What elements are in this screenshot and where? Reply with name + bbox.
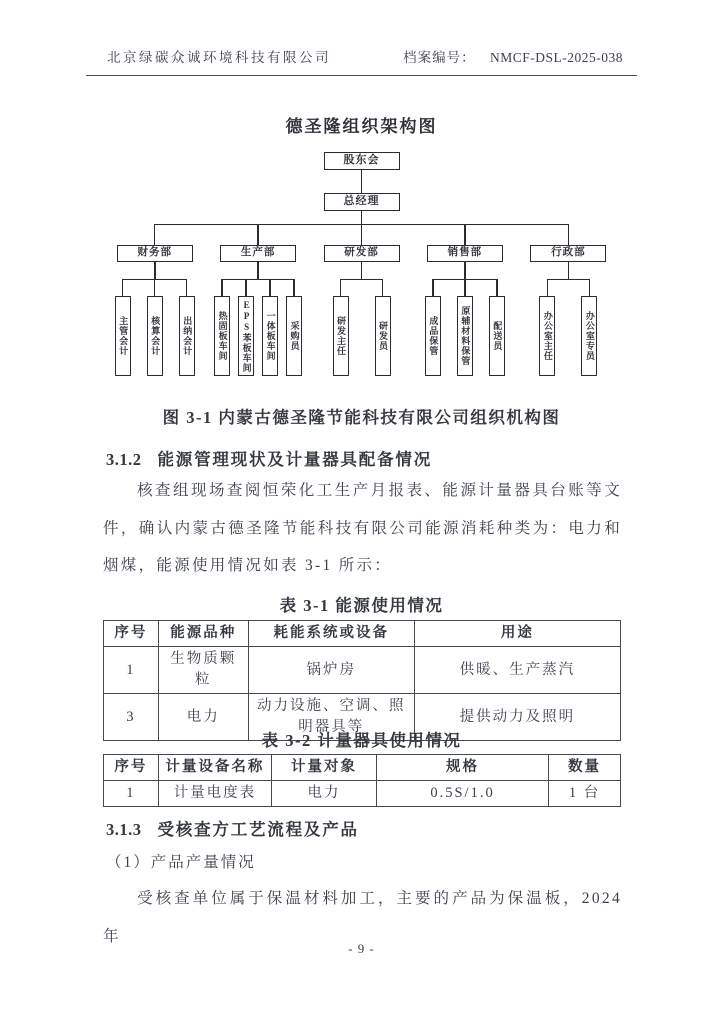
table-cell: 电力 (158, 694, 248, 741)
page-number: - 9 - (348, 941, 375, 956)
section-heading-313 (106, 816, 359, 840)
org-dept-branch (310, 224, 413, 376)
org-dept-box: 生产部 (220, 245, 296, 262)
table-cell: 3 (104, 694, 159, 741)
org-dept-row (103, 224, 620, 376)
org-dept-box: 行政部 (530, 245, 606, 262)
org-leaf-branch (449, 279, 481, 376)
org-leaf-box: 热固板车间 (214, 296, 230, 376)
org-dept-box: 财务部 (117, 245, 193, 262)
archive-label: 档案编号： (403, 50, 476, 65)
section-number: 3.1.3 (106, 820, 142, 839)
table-header-row (104, 755, 621, 781)
org-leaf-box: 原辅材料保管 (457, 296, 473, 376)
org-leaf-branch (258, 279, 282, 376)
table-header-cell: 序号 (104, 755, 159, 781)
org-connector-line (464, 262, 466, 279)
org-leaf-box: 核算会计 (147, 296, 163, 376)
org-leaf-box: 研发主任 (333, 296, 349, 376)
org-connector-line (257, 262, 259, 279)
table-3-2-title: 表 3-2 计量器具使用情况 (261, 731, 462, 750)
section-title: 能源管理现状及计量器具配备情况 (157, 450, 432, 469)
section-heading-312 (106, 446, 432, 470)
org-leaf-row (210, 279, 306, 376)
org-leaf-box: 出纳会计 (179, 296, 195, 376)
org-leaf-branch (234, 279, 258, 376)
page-header (86, 46, 637, 76)
org-leaf-box: 成品保管 (425, 296, 441, 376)
org-leaf-branch (282, 279, 306, 376)
table-header-cell: 耗能系统或设备 (248, 621, 414, 647)
archive-number: NMCF-DSL-2025-038 (489, 50, 623, 65)
org-leaf-branch (568, 279, 610, 376)
section-number: 3.1.2 (106, 450, 142, 469)
org-leaf-branch (107, 279, 139, 376)
org-leaf-branch (417, 279, 449, 376)
org-manager-box: 总经理 (324, 193, 400, 211)
org-dept-branch (103, 224, 206, 376)
org-leaf-branch (210, 279, 234, 376)
org-leaf-branch (481, 279, 513, 376)
org-leaf-row (107, 279, 203, 376)
org-leaf-box: 一体板车间 (262, 296, 278, 376)
table-cell: 锅炉房 (248, 647, 414, 694)
table-header-cell: 计量对象 (272, 755, 377, 781)
table-header-cell: 计量设备名称 (158, 755, 271, 781)
org-leaf-branch (171, 279, 203, 376)
sub-item-label: （1）产品产量情况 (106, 854, 256, 871)
org-leaf-branch (320, 279, 362, 376)
paragraph: 核查组现场查阅恒荣化工生产月报表、能源计量器具台账等文件，确认内蒙古德圣隆节能科技有限公司能源消耗种类为：电力和烟煤，能源使用情况如表 3-1 所示： (103, 482, 622, 574)
table-cell: 0.5S/1.0 (376, 781, 548, 807)
org-leaf-box: EPS苯板车间 (238, 296, 254, 376)
org-dept-box: 销售部 (427, 245, 503, 262)
table-header-cell: 用途 (414, 621, 620, 647)
org-root-box: 股东会 (324, 152, 400, 170)
org-leaf-branch (526, 279, 568, 376)
table-3-1-title: 表 3-1 能源使用情况 (279, 596, 444, 615)
org-chart (103, 148, 620, 388)
table-cell: 电力 (272, 781, 377, 807)
table-cell: 提供动力及照明 (414, 694, 620, 741)
table-header-cell: 能源品种 (158, 621, 248, 647)
org-dept-branch (517, 224, 620, 376)
archive-number-field (403, 46, 623, 66)
org-connector-line (154, 262, 156, 279)
table-cell: 1 (104, 781, 159, 807)
company-name: 北京绿碳众诚环境科技有限公司 (107, 50, 331, 65)
table-cell: 生物质颗粒 (158, 647, 248, 694)
table-cell: 供暖、生产蒸汽 (414, 647, 620, 694)
table-cell: 1 台 (549, 781, 621, 807)
org-leaf-box: 主管会计 (115, 296, 131, 376)
org-connector-line (361, 170, 363, 193)
table-header-cell: 规格 (376, 755, 548, 781)
table-row (104, 647, 621, 694)
table-row (104, 781, 621, 807)
org-dept-branch (413, 224, 516, 376)
org-leaf-branch (362, 279, 404, 376)
section-title: 受核查方工艺流程及产品 (157, 820, 359, 839)
org-connector-line (361, 262, 363, 279)
org-leaf-box: 配送员 (489, 296, 505, 376)
org-leaf-box: 办公室主任 (539, 296, 555, 376)
org-leaf-row (417, 279, 513, 376)
org-leaf-row (526, 279, 610, 376)
table-cell: 1 (104, 647, 159, 694)
table-header-row (104, 621, 621, 647)
table-metering-devices (103, 754, 621, 807)
org-chart-title: 德圣隆组织架构图 (285, 117, 438, 136)
org-connector-line (568, 262, 570, 279)
org-leaf-box: 研发员 (375, 296, 391, 376)
table-header-cell: 数量 (549, 755, 621, 781)
org-leaf-box: 采购员 (286, 296, 302, 376)
org-dept-box: 研发部 (324, 245, 400, 262)
org-connector-line (361, 211, 363, 224)
table-cell: 动力设施、空调、照明器具等 (248, 694, 414, 741)
table-header-cell: 序号 (104, 621, 159, 647)
table-cell: 计量电度表 (158, 781, 271, 807)
org-leaf-row (320, 279, 404, 376)
figure-caption: 图 3-1 内蒙古德圣隆节能科技有限公司组织机构图 (162, 408, 561, 427)
org-dept-branch (206, 224, 309, 376)
table-energy-usage (103, 620, 621, 741)
org-leaf-box: 办公室专员 (581, 296, 597, 376)
paragraph: 受核查单位属于保温材料加工，主要的产品为保温板，2024 年 (103, 890, 622, 945)
org-leaf-branch (139, 279, 171, 376)
